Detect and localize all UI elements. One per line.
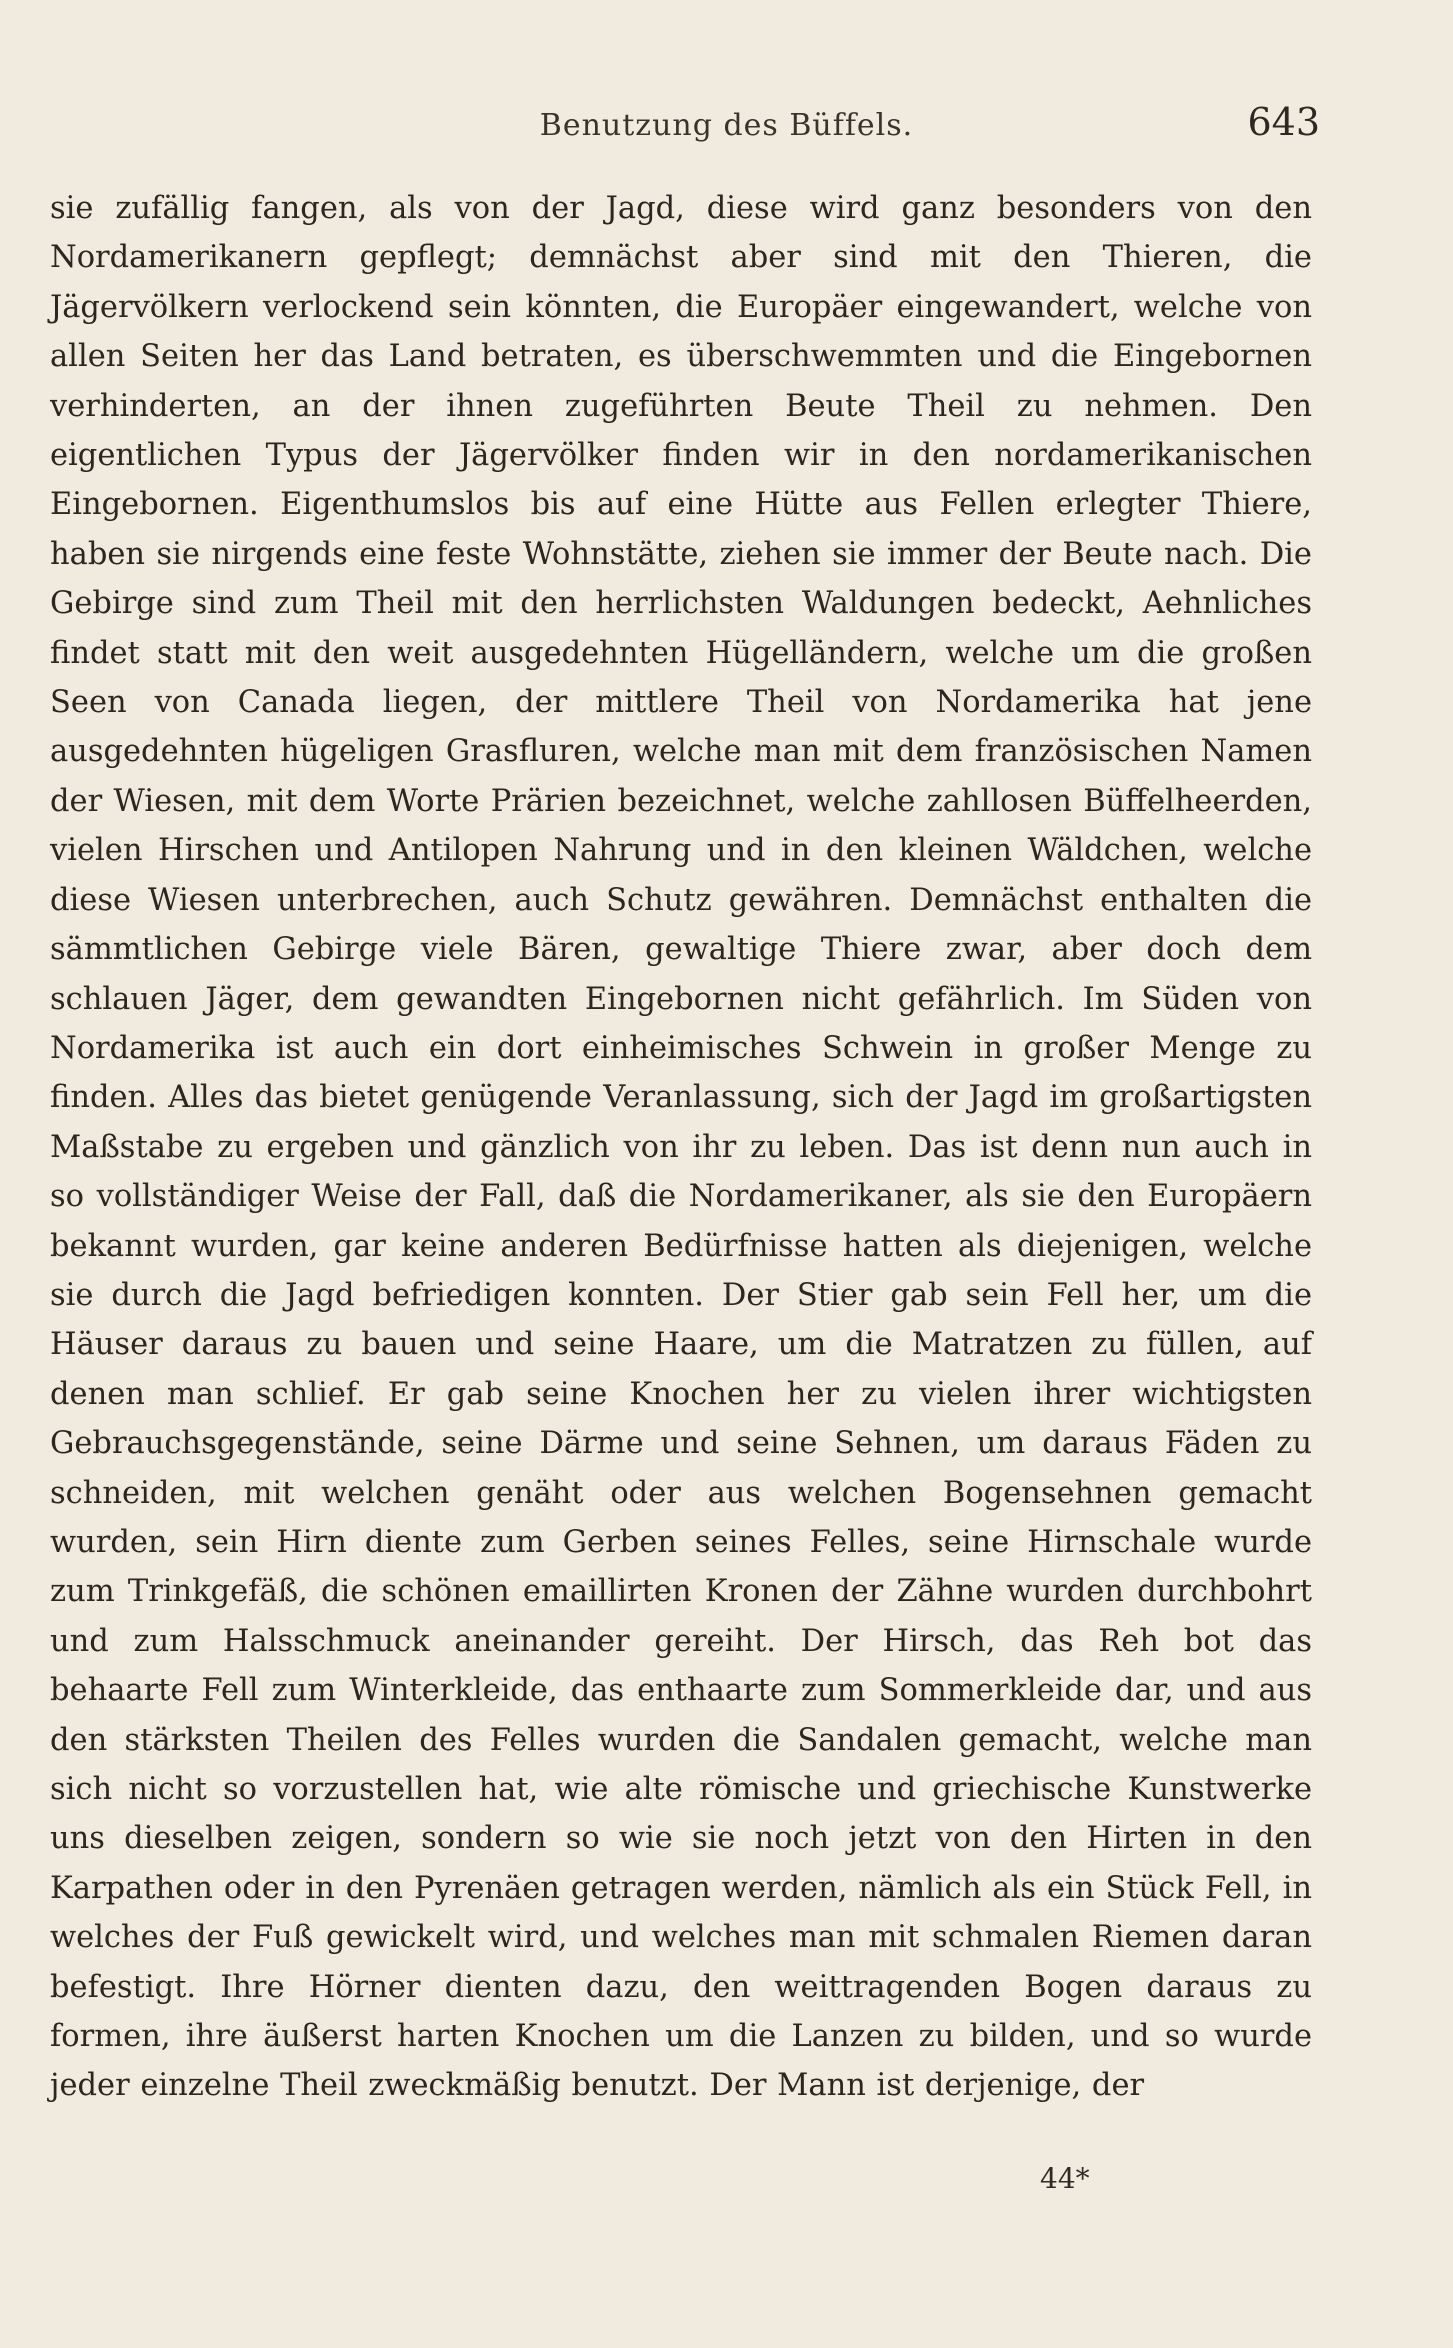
- signature-mark: 44*: [1040, 2162, 1090, 2195]
- body-paragraph: sie zufällig fangen, als von der Jagd, diese wird ganz besonders von den Nordamerikanern gepflegt; demnächst aber sind mit den Thieren, die Jägervölkern verlockend sein könnten, die Europäer eingewandert, welche von allen Seiten her das Land betraten, es überschwemmten und die Eingebornen verhinderten, an der ihnen zugeführten Beute Theil zu nehmen. Den eigentlichen Typus der Jägervölker finden wir in den nordamerikanischen Eingebornen. Eigenthumslos bis auf eine Hütte aus Fellen erlegter Thiere, haben sie nirgends eine feste Wohnstätte, ziehen sie immer der Beute nach. Die Gebirge sind zum Theil mit den herrlichsten Waldungen bedeckt, Aehnliches findet statt mit den weit ausgedehnten Hügelländern, welche um die großen Seen von Canada liegen, der mittlere Theil von Nordamerika hat jene ausgedehnten hügeligen Grasfluren, welche man mit dem französischen Namen der Wiesen, mit dem Worte Prärien bezeichnet, welche zahllosen Büffelheerden, vielen Hirschen und Antilopen Nahrung und in den kleinen Wäldchen, welche diese Wiesen unterbrechen, auch Schutz gewähren. Demnächst enthalten die sämmtlichen Gebirge viele Bären, gewaltige Thiere zwar, aber doch dem schlauen Jäger, dem gewandten Eingebornen nicht gefährlich. Im Süden von Nordamerika ist auch ein dort einheimisches Schwein in großer Menge zu finden. Alles das bietet genügende Veranlassung, sich der Jagd im großartigsten Maßstabe zu ergeben und gänzlich von ihr zu leben. Das ist denn nun auch in so vollständiger Weise der Fall, daß die Nordamerikaner, als sie den Europäern bekannt wurden, gar keine anderen Bedürfnisse hatten als diejenigen, welche sie durch die Jagd befriedigen konnten. Der Stier gab sein Fell her, um die Häuser daraus zu bauen und seine Haare, um die Matratzen zu füllen, auf denen man schlief. Er gab seine Knochen her zu vielen ihrer wichtigsten Gebrauchsgegenstände, seine Därme und seine Sehnen, um daraus Fäden zu schneiden, mit welchen genäht oder aus welchen Bogensehnen gemacht wurden, sein Hirn diente zum Gerben seines Felles, seine Hirnschale wurde zum Trinkgefäß, die schönen emaillirten Kronen der Zähne wurden durchbohrt und zum Halsschmuck aneinander gereiht. Der Hirsch, das Reh bot das behaarte Fell zum Winterkleide, das enthaarte zum Sommerkleide dar, und aus den stärksten Theilen des Felles wurden die Sandalen gemacht, welche man sich nicht so vorzustellen hat, wie alte römische und griechische Kunstwerke uns dieselben zeigen, sondern so wie sie noch jetzt von den Hirten in den Karpathen oder in den Pyrenäen getragen werden, nämlich als ein Stück Fell, in welches der Fuß gewickelt wird, und welches man mit schmalen Riemen daran befestigt. Ihre Hörner dienten dazu, den weittragenden Bogen daraus zu formen, ihre äußerst harten Knochen um die Lanzen zu bilden, und so wurde jeder einzelne Theil zweckmäßig benutzt. Der Mann ist derjenige, der: [50, 191, 1312, 2104]
- running-title: Benutzung des Büffels.: [539, 108, 914, 143]
- page-number: 643: [1247, 100, 1320, 144]
- running-head: [0, 96, 1453, 156]
